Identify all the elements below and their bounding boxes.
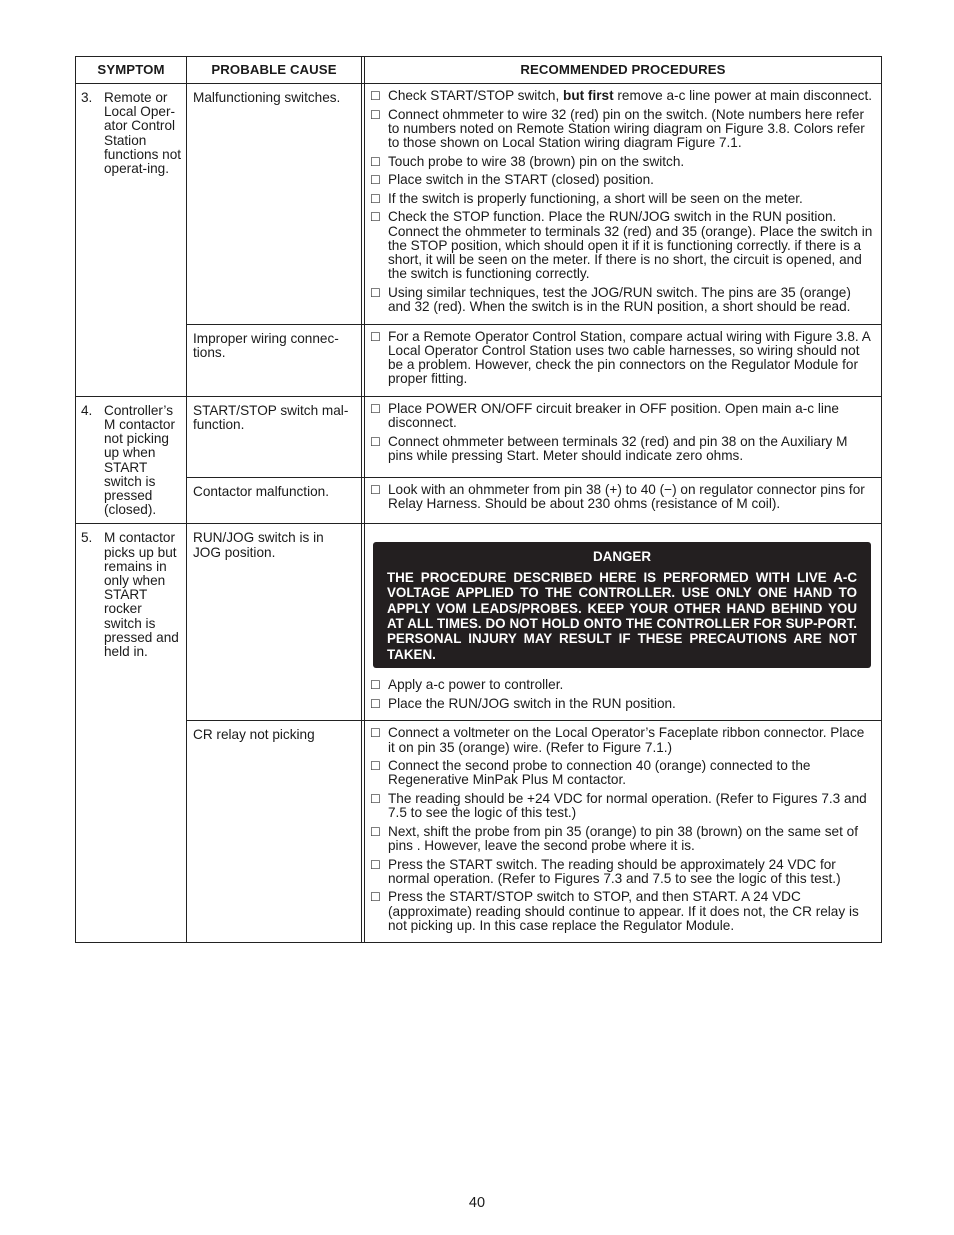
probable-cause-cell (187, 721, 362, 943)
procedure-text: Place switch in the START (closed) position. (388, 172, 654, 188)
symptom-number: 4. (81, 402, 93, 418)
checkbox-icon: ☐ (370, 824, 381, 839)
procedure-item (370, 173, 874, 187)
checkbox-icon: ☐ (370, 792, 381, 807)
procedure-text-bold: but first (563, 88, 614, 103)
symptom-text: Controller’s M contactor not picking up when START switch is pressed (closed). (104, 402, 176, 518)
symptom-text: Remote or Local Oper-ator Control Station functions not operat-ing. (104, 90, 182, 177)
checkbox-icon: ☐ (370, 154, 381, 169)
checkbox-icon: ☐ (370, 329, 381, 344)
table-row (76, 324, 882, 396)
recommended-procedures-header: RECOMMENDED PROCEDURES (365, 57, 882, 84)
procedure-text: Connect the second probe to connection 40 (orange) connected to the Regenerative MinPak Plus M contactor. (388, 758, 811, 788)
symptom-cell (76, 524, 187, 943)
probable-cause-cell (187, 84, 362, 325)
symptom-number: 3. (81, 90, 93, 105)
symptom-cell (76, 84, 187, 397)
procedure-text: Place POWER ON/OFF circuit breaker in OFF position. Open main a-c line disconnect. (388, 400, 839, 430)
page-number: 40 (468, 1195, 486, 1211)
checkbox-icon: ☐ (370, 89, 381, 103)
checkbox-icon: ☐ (370, 107, 381, 122)
procedure-text (388, 89, 874, 103)
procedure-text: Next, shift the probe from pin 35 (orange) to pin 38 (brown) on the same set of pins . However, leave the second probe where it is. (388, 823, 858, 854)
procedure-item (370, 726, 874, 754)
procedure-item (370, 286, 874, 314)
probable-cause-text: START/STOP switch mal-function. (193, 402, 349, 432)
procedure-text: Connect ohmmeter between terminals 32 (red) and pin 38 on the Auxiliary M pins while pressing Start. Meter should indicate zero ohms. (388, 433, 848, 463)
symptom (76, 524, 186, 665)
procedure-item (370, 192, 874, 206)
procedure-text-start: Check START/STOP switch, (388, 88, 564, 103)
procedure-text: Touch probe to wire 38 (brown) pin on the switch. (388, 153, 685, 169)
probable-cause-text: CR relay not picking (193, 727, 315, 743)
probable-cause-cell (187, 477, 362, 523)
procedure-text: Check the STOP function. Place the RUN/JOG switch in the RUN position. Connect the ohmmeter to terminals 32 (red) and 35 (orange). Place the switch in the STOP position, which should open it if it is functioning correctly. if there is a short, it will be seen on the meter. If there is no short, the circuit is opened, and the switch is functioning correctly. (388, 209, 873, 282)
procedure-list (365, 397, 881, 473)
procedure-list (365, 524, 881, 720)
procedure-text: For a Remote Operator Control Station, compare actual wiring with Figure 3.8. A Local Operator Control Station uses two cable harnesses, so wiring should not be a problem. However, check the pin connectors on the Regulator Module for proper fitting. (388, 328, 871, 387)
danger-body: THE PROCEDURE DESCRIBED HERE IS PERFORMED WITH LIVE A-C VOLTAGE APPLIED TO THE CONTROLLER. USE ONLY ONE HAND TO APPLY VOM LEADS/PROBES. KEEP YOUR OTHER HAND BEHIND YOU AT ALL TIMES. DO NOT HOLD ONTO THE CONTROLLER FOR SUP-PORT. PERSONAL INJURY MAY RESULT IF THESE PRECAUTIONS ARE NOT TAKEN. (387, 569, 857, 662)
procedure-item (370, 759, 874, 787)
procedure-item (370, 402, 874, 430)
procedure-list (365, 325, 881, 396)
table-row (76, 524, 882, 721)
probable-cause-cell (187, 396, 362, 477)
table-row (76, 721, 882, 943)
procedure-item (370, 890, 874, 933)
symptom-header: SYMPTOM (76, 57, 187, 84)
procedure-text: Look with an ohmmeter from pin 38 (+) to 40 (−) on regulator connector pins for Relay Harness. Should be about 230 ohms (resistance of M coil). (388, 481, 865, 512)
procedure-item (370, 89, 874, 103)
procedure-item (370, 155, 874, 169)
checkbox-icon: ☐ (370, 759, 381, 774)
checkbox-icon: ☐ (370, 857, 381, 872)
procedures-cell (365, 324, 882, 396)
procedure-text: If the switch is properly functioning, a short will be seen on the meter. (388, 190, 803, 206)
danger-heading: DANGER (592, 549, 652, 565)
checkbox-icon: ☐ (370, 696, 381, 711)
procedure-text: Apply a-c power to controller. (388, 677, 564, 693)
procedure-text: Place the RUN/JOG switch in the RUN position. (388, 695, 676, 711)
checkbox-icon: ☐ (370, 434, 381, 449)
probable-cause-text: Contactor malfunction. (193, 483, 330, 499)
danger-notice (373, 542, 871, 668)
procedure-item (370, 483, 874, 511)
procedure-text: Connect ohmmeter to wire 32 (red) pin on the switch. (Note numbers here refer to numbers noted on Remote Station wiring diagram on Figure 3.8. Colors refer to those shown on Local Station wiring diagram Figure 7.1. (388, 106, 865, 150)
checkbox-icon: ☐ (370, 482, 381, 497)
table-header-row (76, 57, 882, 84)
checkbox-icon: ☐ (370, 678, 381, 693)
checkbox-icon: ☐ (370, 726, 381, 741)
probable-cause-text: Malfunctioning switches. (193, 90, 341, 105)
procedures-cell (365, 524, 882, 721)
probable-cause-cell (187, 524, 362, 721)
checkbox-icon: ☐ (370, 401, 381, 416)
procedure-text: Connect a voltmeter on the Local Operator’s Faceplate ribbon connector. Place it on pin 35 (orange) wire. (Refer to Figure 7.1.) (388, 725, 865, 755)
table-row (76, 396, 882, 477)
checkbox-icon: ☐ (370, 210, 381, 225)
symptom-text: M contactor picks up but remains in only when START rocker switch is pressed and held in. (104, 530, 179, 660)
symptom (76, 397, 186, 524)
procedure-text: Press the START/STOP switch to STOP, and then START. A 24 VDC (approximate) reading should continue to appear. If it does not, the CR relay is not picking up. In this case replace the Regulator Module. (388, 889, 859, 933)
procedure-item (370, 858, 874, 886)
procedure-text-end: remove a-c line power at main disconnect. (613, 88, 873, 103)
procedure-item (370, 435, 874, 463)
checkbox-icon: ☐ (370, 285, 381, 300)
checkbox-icon: ☐ (370, 191, 381, 206)
checkbox-icon: ☐ (370, 890, 381, 905)
procedure-item (370, 825, 874, 853)
procedures-cell (365, 477, 882, 523)
procedure-item (370, 678, 874, 692)
procedure-list (365, 721, 881, 942)
procedures-cell (365, 84, 882, 325)
symptom (76, 84, 186, 182)
procedure-list (365, 84, 881, 324)
table-body (76, 84, 882, 943)
procedure-item (370, 697, 874, 711)
procedure-text: Press the START switch. The reading should be approximately 24 VDC for normal operation. (Refer to Figures 7.3 and 7.5 to see the logic of this test.) (388, 856, 841, 886)
procedure-item (370, 210, 874, 281)
table-row (76, 477, 882, 523)
checkbox-icon: ☐ (370, 173, 381, 188)
procedure-text: Using similar techniques, test the JOG/RUN switch. The pins are 35 (orange) and 32 (red). When the switch is in the RUN position, a short should be read. (388, 284, 851, 314)
troubleshooting-table (75, 56, 882, 943)
table-row (76, 84, 882, 325)
procedure-item (370, 330, 874, 387)
probable-cause-text: Improper wiring connec-tions. (193, 330, 339, 360)
procedure-item (370, 108, 874, 151)
probable-cause-text: RUN/JOG switch is in JOG position. (193, 530, 324, 560)
procedure-text: The reading should be +24 VDC for normal operation. (Refer to Figures 7.3 and 7.5 to see the logic of this test.) (388, 791, 867, 821)
procedures-cell (365, 396, 882, 477)
probable-cause-cell (187, 324, 362, 396)
probable-cause-header: PROBABLE CAUSE (187, 57, 362, 84)
procedure-item (370, 792, 874, 820)
procedure-list (365, 478, 881, 521)
symptom-cell (76, 396, 187, 524)
procedures-cell (365, 721, 882, 943)
symptom-number: 5. (81, 530, 93, 546)
